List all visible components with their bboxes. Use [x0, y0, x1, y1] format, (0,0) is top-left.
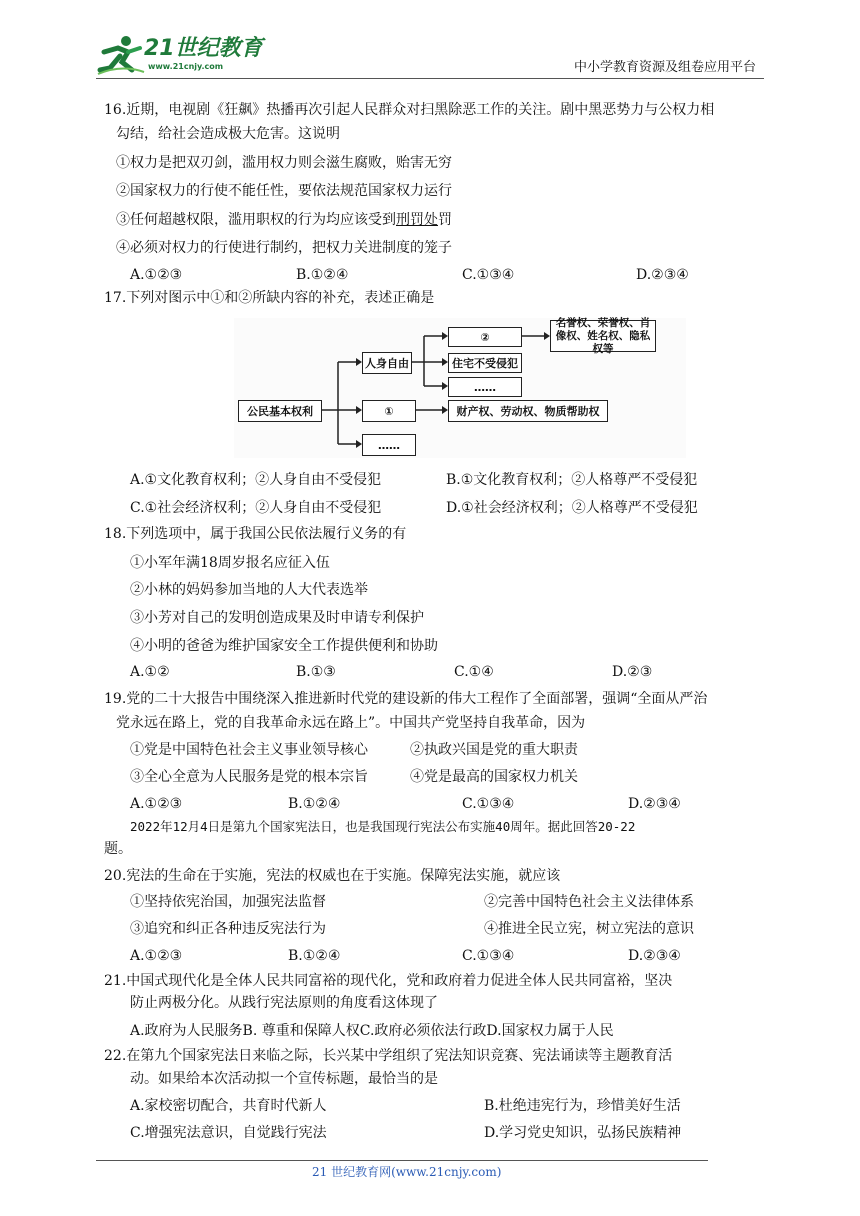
- box-more-rights: ……: [362, 434, 416, 456]
- box-freedom-more: ……: [448, 377, 522, 397]
- q16-statement-3-underlined: 刑罚处: [396, 212, 438, 228]
- q16-option-d: D.②③④: [636, 267, 689, 283]
- q21-stem-line2: 防止两极分化。从践行宪法原则的角度看这体现了: [130, 995, 438, 1011]
- q22-stem-line1: 22.在第九个国家宪法日来临之际，长兴某中学组织了宪法知识竞赛、宪法诵读等主题教育活: [104, 1048, 673, 1064]
- logo-main-text: 21世纪教育: [144, 36, 263, 61]
- q19-option-a: A.①②③: [130, 796, 183, 812]
- q22-stem-line2: 动。如果给本次活动拟一个宣传标题，最恰当的是: [130, 1071, 438, 1087]
- q17-option-a: A.①文化教育权利；②人身自由不受侵犯: [130, 472, 382, 488]
- q20-option-a: A.①②③: [130, 948, 183, 964]
- q17-option-d: D.①社会经济权利；②人格尊严不受侵犯: [446, 500, 698, 516]
- rights-diagram: [234, 318, 686, 458]
- q21-options: A.政府为人民服务B. 尊重和保障人权C.政府必须依法行政D.国家权力属于人民: [130, 1023, 614, 1039]
- q16-statement-4: ④必须对权力的行使进行制约，把权力关进制度的笼子: [116, 240, 452, 256]
- box-basic-rights: 公民基本权利: [238, 400, 322, 422]
- q20-option-b: B.①②④: [288, 948, 341, 964]
- q16-option-c: C.①③④: [462, 267, 515, 283]
- q16-statement-1: ①权力是把双刃剑，滥用权力则会滋生腐败，贻害无穷: [116, 155, 452, 171]
- q19-option-b: B.①②④: [288, 796, 341, 812]
- q20-option-c: C.①③④: [462, 948, 515, 964]
- material-line2: 题。: [104, 841, 132, 857]
- q18-statement-4: ④小明的爸爸为维护国家安全工作提供便利和协助: [130, 638, 438, 654]
- q19-statement-2: ②执政兴国是党的重大职责: [410, 742, 578, 758]
- q20-stem: 20.宪法的生命在于实施，宪法的权威也在于实施。保障宪法实施，就应该: [104, 868, 561, 884]
- q22-option-d: D.学习党史知识，弘扬民族精神: [484, 1125, 682, 1141]
- q18-statement-1: ①小军年满18周岁报名应征入伍: [130, 555, 330, 571]
- q19-option-c: C.①③④: [462, 796, 515, 812]
- box-blank-1: ①: [362, 400, 416, 422]
- box-personal-freedom: 人身自由: [362, 352, 412, 374]
- logo: [96, 34, 266, 78]
- footer-divider: [96, 1160, 708, 1161]
- q16-statement-2: ②国家权力的行使不能任性，要依法规范国家权力运行: [116, 183, 452, 199]
- q20-option-d: D.②③④: [628, 948, 681, 964]
- q16-option-b: B.①②④: [296, 267, 349, 283]
- box-property-rights: 财产权、劳动权、物质帮助权: [448, 400, 608, 422]
- q18-option-b: B.①③: [296, 664, 336, 680]
- q19-stem-line2: 党永远在路上，党的自我革命永远在路上”。中国共产党坚持自我革命，因为: [116, 715, 586, 731]
- q16-statement-3-part2: 罚: [438, 212, 452, 228]
- logo-url-text: www.21cnjy.com: [148, 62, 224, 71]
- header-divider: [96, 78, 764, 79]
- q18-stem: 18.下列选项中，属于我国公民依法履行义务的有: [104, 526, 407, 542]
- q18-statement-3: ③小芳对自己的发明创造成果及时申请专利保护: [130, 610, 424, 626]
- q19-stem-line1: 19.党的二十大报告中围绕深入推进新时代党的建设新的伟大工程作了全面部署，强调“全面从严治: [104, 691, 708, 707]
- q16-statement-3-part1: ③任何超越权限，滥用职权的行为均应该受到: [116, 212, 396, 228]
- footer-link[interactable]: 21 世纪教育网(www.21cnjy.com): [312, 1165, 502, 1179]
- q18-option-a: A.①②: [130, 664, 170, 680]
- q16-stem-line2: 勾结，给社会造成极大危害。这说明: [116, 126, 340, 142]
- material-line1: 2022年12月4日是第九个国家宪法日，也是我国现行宪法公布实施40周年。据此回答20-22: [130, 819, 636, 834]
- q20-statement-3: ③追究和纠正各种违反宪法行为: [130, 921, 326, 937]
- q19-statement-1: ①党是中国特色社会主义事业领导核心: [130, 742, 368, 758]
- q21-stem-line1: 21.中国式现代化是全体人民共同富裕的现代化，党和政府着力促进全体人民共同富裕，坚决: [104, 973, 673, 989]
- runner-icon: [96, 34, 146, 76]
- q18-option-c: C.①④: [454, 664, 494, 680]
- q16-statement-3: [116, 210, 452, 230]
- q22-option-a: A.家校密切配合，共育时代新人: [130, 1098, 327, 1114]
- q17-stem: 17.下列对图示中①和②所缺内容的补充，表述正确是: [104, 290, 435, 306]
- q16-stem-line1: 16.近期，电视剧《狂飙》热播再次引起人民群众对扫黑除恶工作的关注。剧中黑恶势力与公权力相: [104, 102, 715, 118]
- q19-statement-3: ③全心全意为人民服务是党的根本宗旨: [130, 769, 368, 785]
- q17-option-c: C.①社会经济权利；②人身自由不受侵犯: [130, 500, 382, 516]
- q22-option-b: B.杜绝违宪行为，珍惜美好生活: [484, 1098, 681, 1114]
- q20-statement-1: ①坚持依宪治国，加强宪法监督: [130, 894, 326, 910]
- q16-option-a: A.①②③: [130, 267, 183, 283]
- q18-statement-2: ②小林的妈妈参加当地的人大代表选举: [130, 582, 368, 598]
- q20-statement-4: ④推进全民立宪，树立宪法的意识: [484, 921, 694, 937]
- box-blank-2: ②: [448, 327, 522, 347]
- q20-statement-2: ②完善中国特色社会主义法律体系: [484, 894, 694, 910]
- platform-title: 中小学教育资源及组卷应用平台: [574, 60, 757, 75]
- q18-option-d: D.②③: [612, 664, 653, 680]
- q19-option-d: D.②③④: [628, 796, 681, 812]
- box-reputation-rights: 名誉权、荣誉权、肖像权、姓名权、隐私权等: [550, 320, 656, 352]
- box-residence: 住宅不受侵犯: [448, 353, 522, 373]
- q22-option-c: C.增强宪法意识，自觉践行宪法: [130, 1125, 327, 1141]
- q19-statement-4: ④党是最高的国家权力机关: [410, 769, 578, 785]
- q17-option-b: B.①文化教育权利；②人格尊严不受侵犯: [446, 472, 698, 488]
